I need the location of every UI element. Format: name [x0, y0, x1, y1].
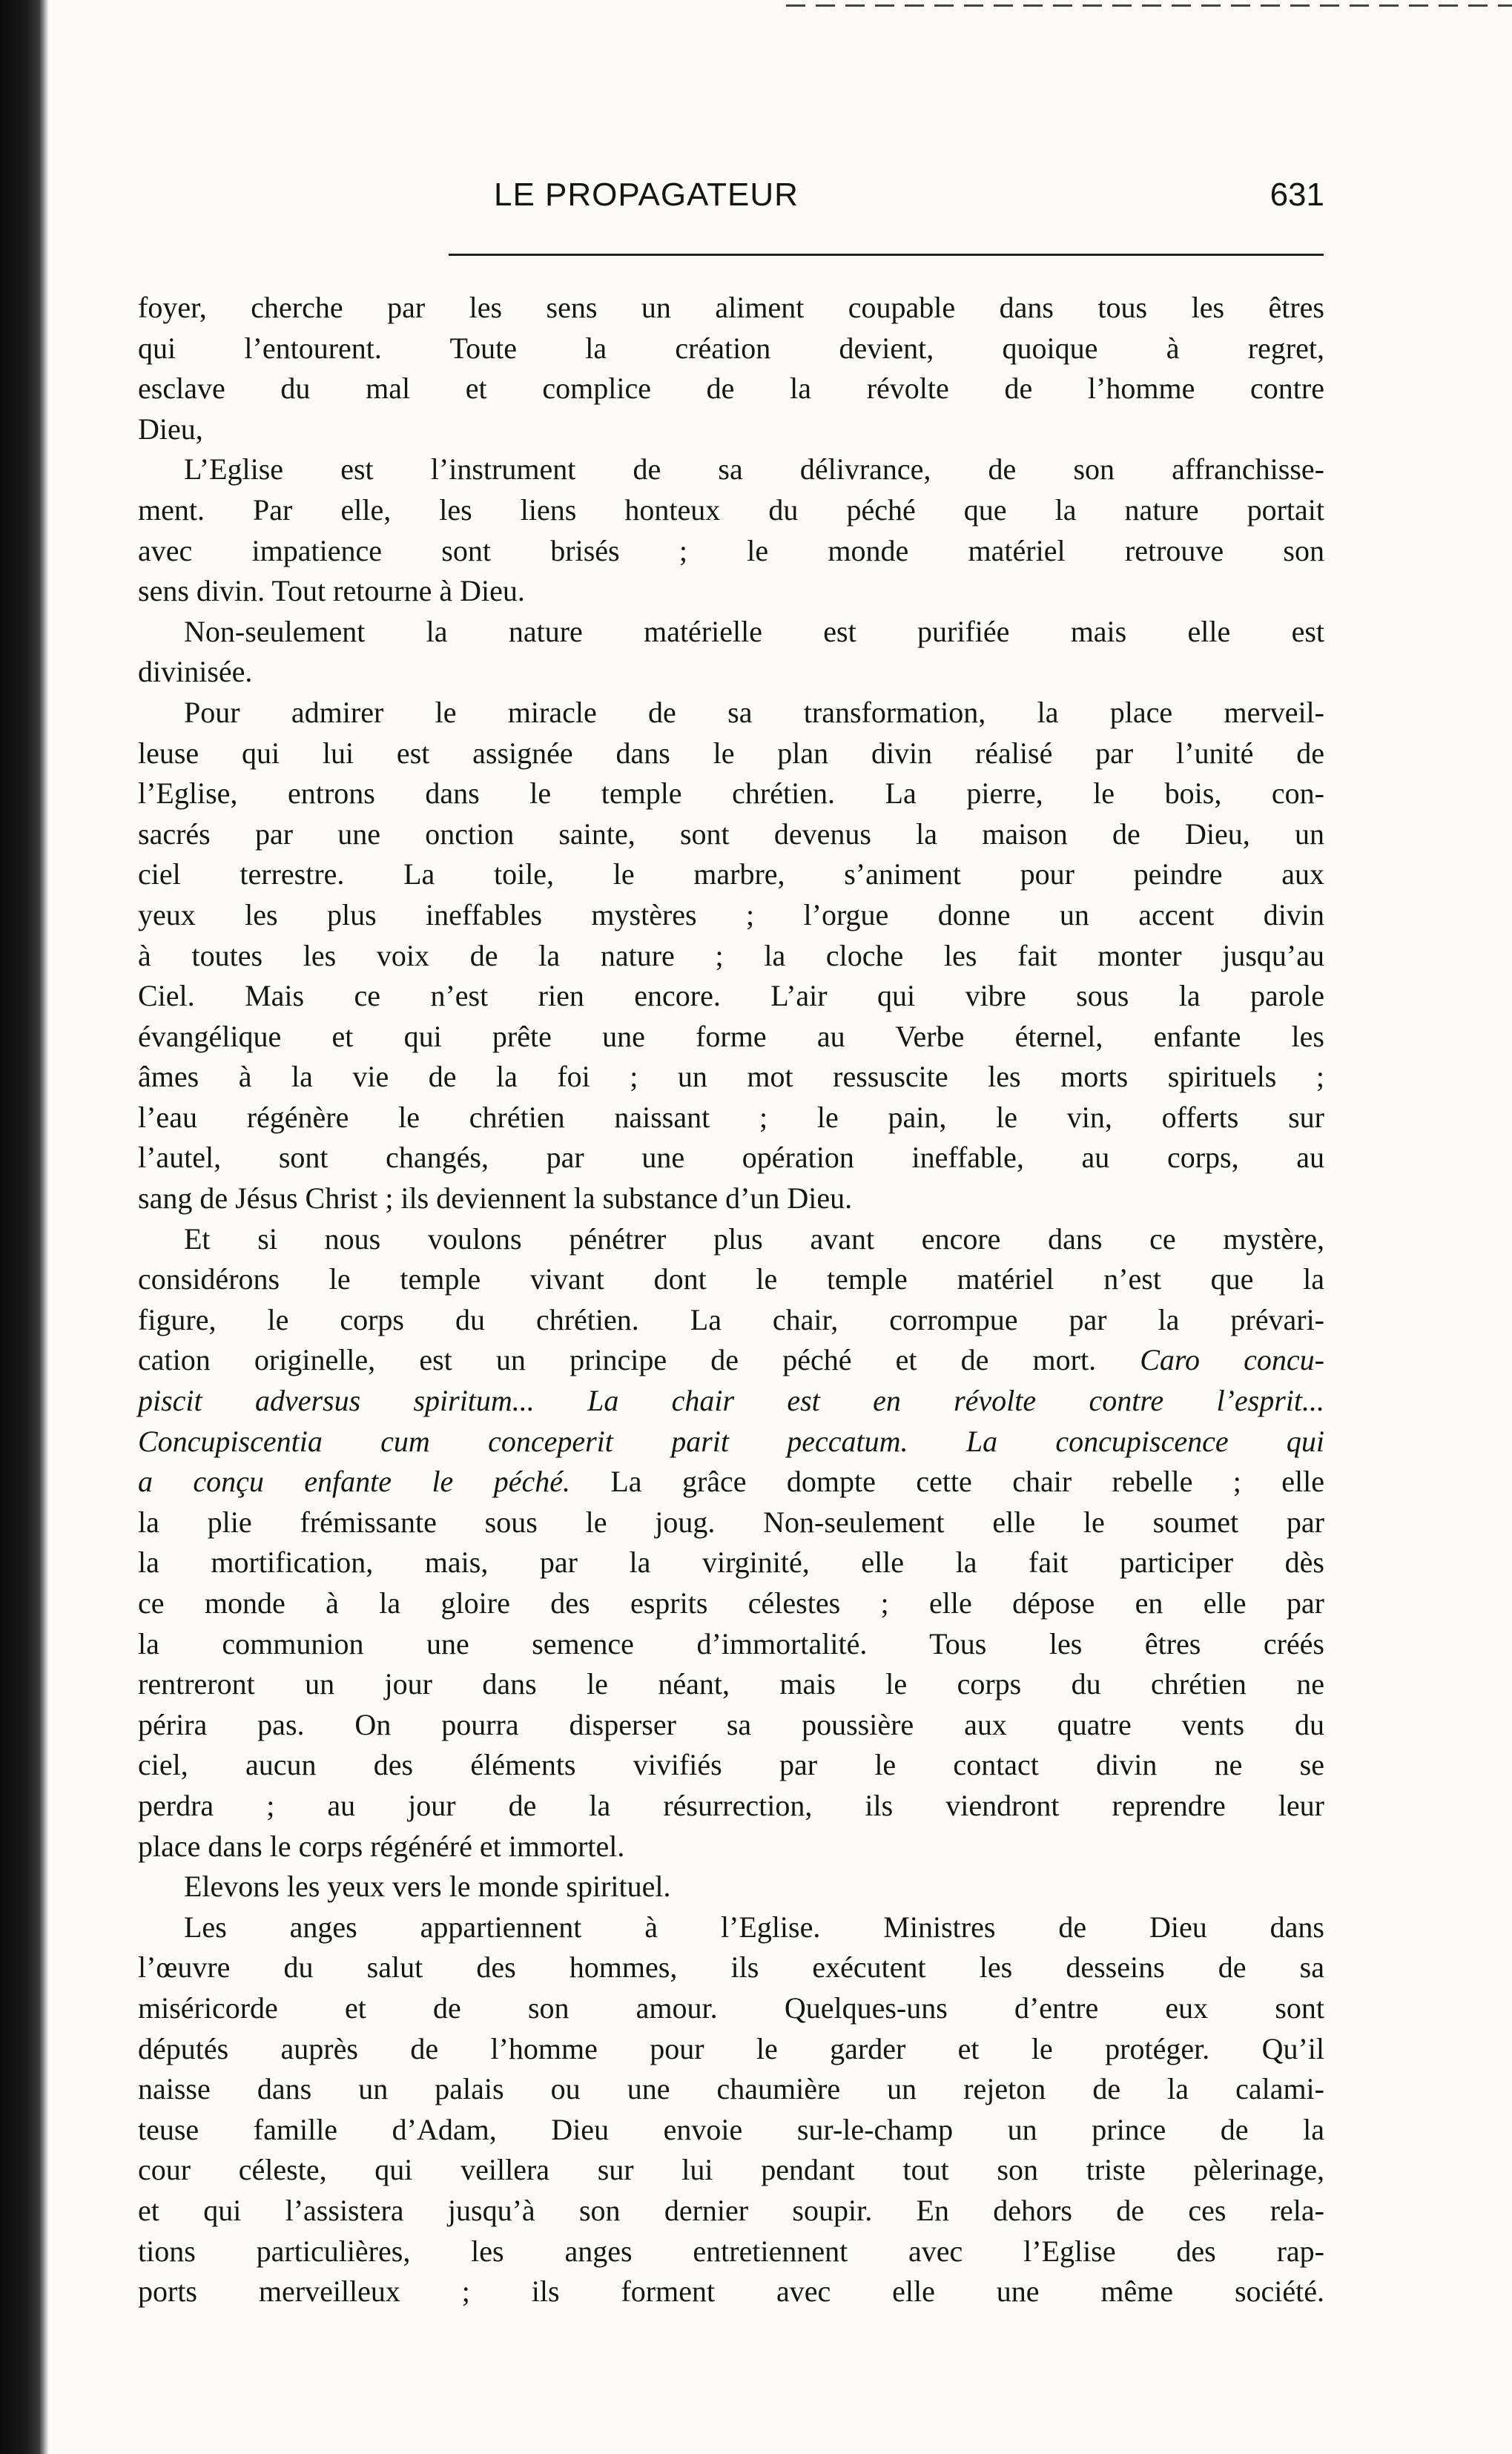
text-span: à toutes les voix de la nature ; la cloche les fait monter jusqu’au — [138, 938, 1324, 972]
page-header — [138, 177, 1324, 221]
text-line — [138, 1219, 1324, 1260]
text-span: l’eau régénère le chrétien naissant ; le pain, le vin, offerts sur — [138, 1100, 1324, 1134]
text-span: périra pas. On pourra disperser sa poussière aux quatre vents du — [138, 1707, 1324, 1741]
text-line — [138, 976, 1324, 1017]
text-line — [138, 571, 1324, 612]
text-span: esclave du mal et complice de la révolte de l’homme contre — [138, 372, 1324, 406]
text-span: et qui l’assistera jusqu’à son dernier soupir. En dehors de ces rela- — [138, 2193, 1324, 2227]
text-line — [138, 1381, 1324, 1422]
text-line — [138, 1947, 1324, 1988]
text-span: avec impatience sont brisés ; le monde matériel retrouve son — [138, 533, 1324, 567]
text-span: teuse famille d’Adam, Dieu envoie sur-le-champ un prince de la — [138, 2112, 1324, 2146]
text-span: sens divin. Tout retourne à Dieu. — [138, 574, 525, 608]
text-span: tions particulières, les anges entretiennent avec l’Eglise des rap- — [138, 2234, 1324, 2268]
text-span: Ciel. Mais ce n’est rien encore. L’air qui vibre sous la parole — [138, 979, 1324, 1013]
top-edge-marks — [786, 4, 1512, 7]
page-number: 631 — [1270, 177, 1324, 213]
text-line — [138, 1259, 1324, 1300]
text-span: Et si nous voulons pénétrer plus avant encore dans ce mystère, — [184, 1221, 1324, 1256]
text-span: cation originelle, est un principe de péché et de mort. — [138, 1343, 1097, 1377]
text-line — [138, 895, 1324, 936]
text-span: Pour admirer le miracle de sa transformation, la place merveil- — [184, 695, 1324, 729]
text-line — [138, 1098, 1324, 1138]
text-span: ment. Par elle, les liens honteux du péché que la nature portait — [138, 492, 1324, 527]
text-line — [138, 1583, 1324, 1624]
text-span: yeux les plus ineffables mystères ; l’orgue donne un accent divin — [138, 897, 1324, 931]
text-span: ports merveilleux ; ils forment avec elle une même société. — [138, 2275, 1324, 2309]
text-line — [138, 1057, 1324, 1098]
text-span: perdra ; au jour de la résurrection, ils viendront reprendre leur — [138, 1788, 1324, 1822]
text-span: figure, le corps du chrétien. La chair, corrompue par la prévari- — [138, 1302, 1324, 1336]
text-line — [138, 2110, 1324, 2151]
text-line — [138, 693, 1324, 733]
text-span: Dieu, — [138, 412, 203, 446]
text-line — [138, 1705, 1324, 1746]
text-span: divinisée. — [138, 655, 253, 689]
header-rule — [449, 254, 1324, 256]
text-line — [138, 1017, 1324, 1058]
text-line — [138, 2191, 1324, 2232]
text-span: l’autel, sont changés, par une opération ineffable, au corps, au — [138, 1141, 1324, 1175]
text-line — [138, 1138, 1324, 1178]
text-line — [138, 1422, 1324, 1462]
text-line — [138, 733, 1324, 774]
running-head: LE PROPAGATEUR — [494, 177, 799, 213]
text-span: Non-seulement la nature matérielle est purifiée mais elle est — [184, 614, 1324, 648]
text-span: l’œuvre du salut des hommes, ils exécutent les desseins de sa — [138, 1950, 1324, 1985]
text-span: ce monde à la gloire des esprits célestes ; elle dépose en elle par — [138, 1586, 1324, 1620]
text-line — [138, 2029, 1324, 2070]
text-line — [138, 1503, 1324, 1543]
text-line — [138, 814, 1324, 855]
text-span: ciel, aucun des éléments vivifiés par le contact divin ne se — [138, 1748, 1324, 1782]
text-span: sacrés par une onction sainte, sont devenus la maison de Dieu, un — [138, 817, 1324, 851]
text-line — [138, 1624, 1324, 1665]
text-span: ciel terrestre. La toile, le marbre, s’animent pour peindre aux — [138, 857, 1324, 891]
text-line — [138, 1462, 1324, 1503]
text-span: la plie frémissante sous le joug. Non-seulement elle le soumet par — [138, 1505, 1324, 1539]
text-line — [138, 854, 1324, 895]
text-line — [138, 531, 1324, 572]
book-binding-edge — [0, 0, 49, 2454]
latin-italic-span: piscit adversus spiritum... La chair est en révolte contre l’esprit... — [138, 1384, 1324, 1418]
text-span: âmes à la vie de la foi ; un mot ressuscite les morts spirituels ; — [138, 1060, 1324, 1094]
text-line — [138, 1907, 1324, 1948]
text-span: sang de Jésus Christ ; ils deviennent la substance d’un Dieu. — [138, 1181, 853, 1216]
text-line — [138, 1178, 1324, 1219]
text-line — [138, 1340, 1324, 1381]
text-span: évangélique et qui prête une forme au Verbe éternel, enfante les — [138, 1019, 1324, 1053]
text-line — [138, 490, 1324, 531]
text-span: Les anges appartiennent à l’Eglise. Ministres de Dieu dans — [184, 1910, 1324, 1944]
text-line — [138, 1827, 1324, 1867]
text-line — [138, 288, 1324, 329]
text-span: rentreront un jour dans le néant, mais le corps du chrétien ne — [138, 1667, 1324, 1701]
latin-italic-span: a conçu enfante le péché. — [138, 1465, 570, 1499]
text-span: la mortification, mais, par la virginité, elle la fait participer dès — [138, 1546, 1324, 1580]
text-span: Elevons les yeux vers le monde spirituel. — [184, 1870, 671, 1904]
text-line — [138, 1664, 1324, 1705]
text-span: L’Eglise est l’instrument de sa délivrance, de son affranchisse- — [184, 452, 1324, 486]
text-line — [138, 774, 1324, 814]
text-line — [138, 2272, 1324, 2312]
text-span: la communion une semence d’immortalité. Tous les êtres créés — [138, 1626, 1324, 1660]
text-line — [138, 1786, 1324, 1827]
latin-italic-span: Caro concu- — [1096, 1343, 1324, 1377]
text-line — [138, 2069, 1324, 2110]
text-span: foyer, cherche par les sens un aliment coupable dans tous les êtres — [138, 291, 1324, 324]
text-span: place dans le corps régénéré et immortel. — [138, 1829, 625, 1863]
text-span: cour céleste, qui veillera sur lui pendant tout son triste pèlerinage, — [138, 2153, 1324, 2187]
text-line — [138, 2150, 1324, 2191]
text-line — [138, 369, 1324, 409]
text-line — [138, 1745, 1324, 1786]
text-line — [138, 652, 1324, 693]
text-span: qui l’entourent. Toute la création devient, quoique à regret, — [138, 331, 1324, 365]
text-line — [138, 409, 1324, 450]
text-span: La grâce dompte cette chair rebelle ; elle — [570, 1465, 1324, 1499]
text-span: l’Eglise, entrons dans le temple chrétien. La pierre, le bois, con- — [138, 776, 1324, 811]
text-line — [138, 1867, 1324, 1907]
text-line — [138, 936, 1324, 977]
body-text — [138, 288, 1324, 2312]
text-span: naisse dans un palais ou une chaumière un rejeton de la calami- — [138, 2072, 1324, 2106]
latin-italic-span: Concupiscentia cum conceperit parit peccatum. La concupiscence qui — [138, 1424, 1324, 1458]
text-line — [138, 1543, 1324, 1583]
text-span: miséricorde et de son amour. Quelques-uns d’entre eux sont — [138, 1990, 1324, 2025]
text-line — [138, 1300, 1324, 1341]
text-line — [138, 1988, 1324, 2029]
text-line — [138, 612, 1324, 653]
text-span: considérons le temple vivant dont le temple matériel n’est que la — [138, 1262, 1324, 1296]
text-span: leuse qui lui est assignée dans le plan divin réalisé par l’unité de — [138, 736, 1324, 770]
text-span: députés auprès de l’homme pour le garder et le protéger. Qu’il — [138, 2031, 1324, 2065]
text-line — [138, 329, 1324, 369]
text-line — [138, 2232, 1324, 2272]
text-line — [138, 449, 1324, 490]
